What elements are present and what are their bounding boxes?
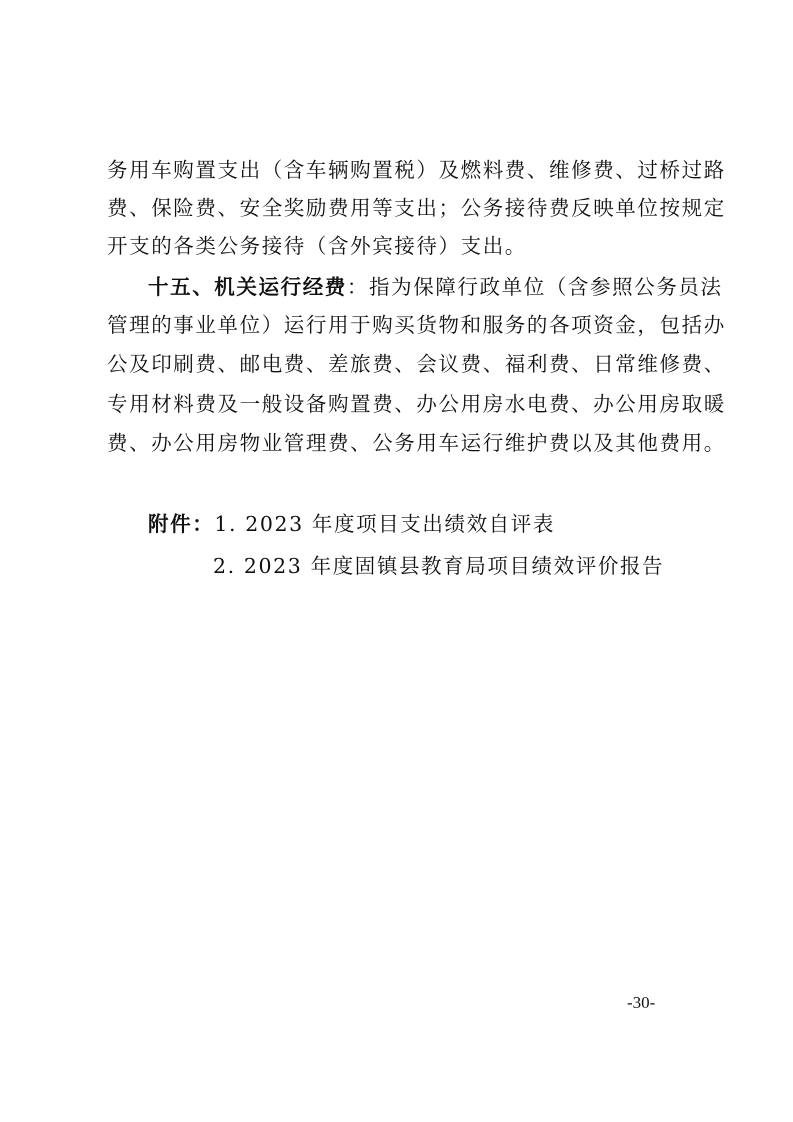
- section-15-colon: ：: [346, 275, 370, 299]
- paragraph-line-2: 费、保险费、安全奖励费用等支出；公务接待费反映单位按规定: [107, 196, 726, 220]
- paragraph-line-3: 开支的各类公务接待（含外宾接待）支出。: [107, 234, 527, 258]
- section-15-line-1: [148, 275, 723, 299]
- section-15-text: 指为保障行政单位（含参照公务员法: [369, 275, 723, 299]
- attachment-item-1: 1. 2023 年度项目支出绩效自评表: [214, 512, 555, 536]
- section-15-line-5: 费、办公用房物业管理费、公务用车运行维护费以及其他费用。: [107, 431, 726, 455]
- attachments-label: 附件：: [148, 512, 215, 536]
- section-15-line-3: 公及印刷费、邮电费、差旅费、会议费、福利费、日常维修费、: [107, 352, 726, 376]
- attachments-line-1: [148, 512, 555, 536]
- page-number: -30-: [627, 993, 656, 1012]
- section-15-line-2: 管理的事业单位）运行用于购买货物和服务的各项资金，包括办: [107, 313, 726, 337]
- attachment-item-2: 2. 2023 年度固镇县教育局项目绩效评价报告: [213, 554, 665, 578]
- section-15-line-4: 专用材料费及一般设备购置费、办公用房水电费、办公用房取暖: [107, 392, 726, 416]
- paragraph-line-1: 务用车购置支出（含车辆购置税）及燃料费、维修费、过桥过路: [107, 158, 726, 182]
- section-15-heading: 十五、机关运行经费: [148, 275, 347, 299]
